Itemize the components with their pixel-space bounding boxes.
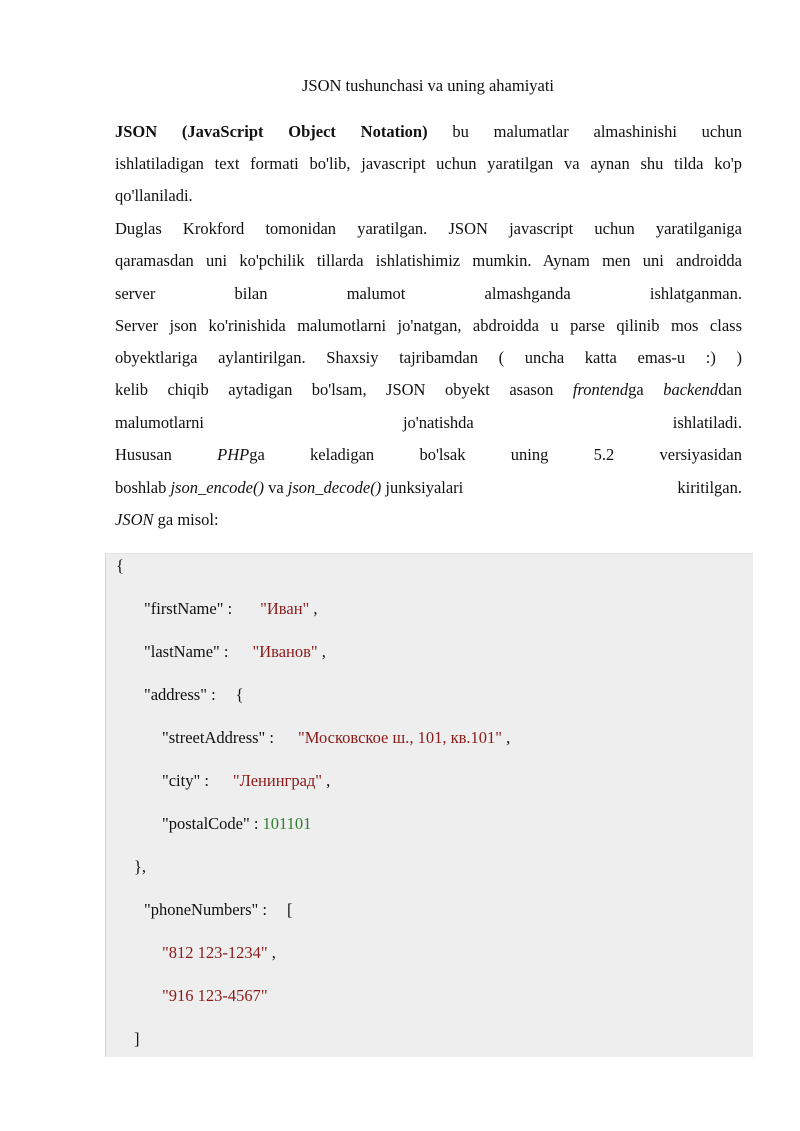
- text-segment: dan: [718, 380, 743, 399]
- code-line-firstname: [144, 597, 318, 621]
- code-line-phone-2: [162, 984, 268, 1008]
- paragraph-2-line-2: qaramasdan uni ko'pchilik tillarda ishlatishimiz mumkin. Aynam men uni androidda: [115, 251, 742, 270]
- text-segment: ga keladigan bo'lsak uning 5.2 versiyasidan: [249, 445, 743, 464]
- code-string-value: "Иванов": [252, 642, 318, 661]
- json-code-block: [105, 553, 753, 1057]
- text-segment: kelib chiqib aytadigan bo'lsam, JSON obyekt asason: [115, 380, 554, 399]
- text-segment: ga misol:: [157, 510, 219, 529]
- code-string-value: "Ленинград": [232, 771, 323, 790]
- code-line-street: [162, 726, 510, 750]
- code-number-value: 101101: [262, 814, 312, 833]
- code-line-phones: [144, 898, 293, 922]
- code-comma: ,: [326, 771, 331, 790]
- code-comma: ,: [271, 943, 276, 962]
- code-key: "streetAddress" :: [162, 728, 274, 747]
- code-key: "firstName" :: [144, 599, 233, 618]
- code-string-value: "Иван": [260, 599, 310, 618]
- text-segment: bu malumatlar almashinishi uchun: [452, 122, 743, 141]
- code-open-brace: {: [116, 556, 124, 575]
- paragraph-2-line-1: Duglas Krokford tomonidan yaratilgan. JSON javascript uchun yaratilganiga: [115, 219, 742, 238]
- code-address-close: },: [134, 857, 147, 876]
- code-line-address: [144, 683, 244, 707]
- code-key: "phoneNumbers" :: [144, 900, 267, 919]
- text-segment: boshlab: [115, 478, 167, 497]
- code-key: "city" :: [162, 771, 209, 790]
- paragraph-3-line-1: [115, 443, 742, 467]
- code-key: "postalCode" :: [162, 814, 259, 833]
- code-open-brace: {: [235, 685, 244, 704]
- code-string-value: "Московское ш., 101, кв.101": [298, 728, 503, 747]
- code-string-value: "916 123-4567": [162, 986, 268, 1005]
- php-term: PHP: [217, 445, 250, 464]
- code-line-lastname: [144, 640, 326, 664]
- paragraph-2-line-3: server bilan malumot almashganda ishlatganman.: [115, 284, 742, 303]
- code-line-phone-1: [162, 941, 276, 965]
- json-term-italic: JSON: [115, 510, 154, 529]
- code-close-bracket: ]: [134, 1029, 140, 1048]
- paragraph-3-line-3: [115, 508, 742, 532]
- code-comma: ,: [506, 728, 511, 747]
- json-decode-term: json_decode(): [287, 478, 382, 497]
- paragraph-2-line-6: [115, 378, 742, 402]
- text-segment: ga: [628, 380, 644, 399]
- paragraph-2-line-5: obyektlariga aylantirilgan. Shaxsiy tajribamdan ( uncha katta emas-u :) ): [115, 348, 742, 367]
- code-comma: ,: [321, 642, 326, 661]
- code-key: "lastName" :: [144, 642, 229, 661]
- code-string-value: "812 123-1234": [162, 943, 268, 962]
- paragraph-1-line-2: ishlatiladigan text formati bo'lib, javascript uchun yaratilgan va aynan shu tilda ko'p: [115, 154, 742, 173]
- paragraph-1-line-1: [115, 120, 742, 144]
- json-encode-term: json_encode(): [170, 478, 264, 497]
- frontend-term: frontend: [572, 380, 629, 399]
- json-term: JSON (JavaScript Object Notation): [115, 122, 428, 141]
- code-open-bracket: [: [287, 900, 293, 919]
- code-line-city: [162, 769, 330, 793]
- paragraph-2-line-4: Server json ko'rinishida malumotlarni jo'natgan, abdroidda u parse qilinib mos class: [115, 316, 742, 335]
- paragraph-2-line-7: malumotlarni jo'natishda ishlatiladi.: [115, 413, 742, 432]
- paragraph-3-line-2: [115, 476, 742, 500]
- backend-term: backend: [663, 380, 719, 399]
- text-segment: va: [268, 478, 284, 497]
- text-segment: junksiyalari: [385, 478, 464, 497]
- text-segment: Hususan: [115, 445, 172, 464]
- code-key: "address" :: [144, 685, 216, 704]
- code-comma: ,: [313, 599, 318, 618]
- text-segment: kiritilgan.: [677, 478, 742, 497]
- code-line-postal: [162, 812, 311, 836]
- paragraph-1-line-3: qo'llaniladi.: [115, 186, 193, 205]
- document-title: JSON tushunchasi va uning ahamiyati: [301, 76, 555, 95]
